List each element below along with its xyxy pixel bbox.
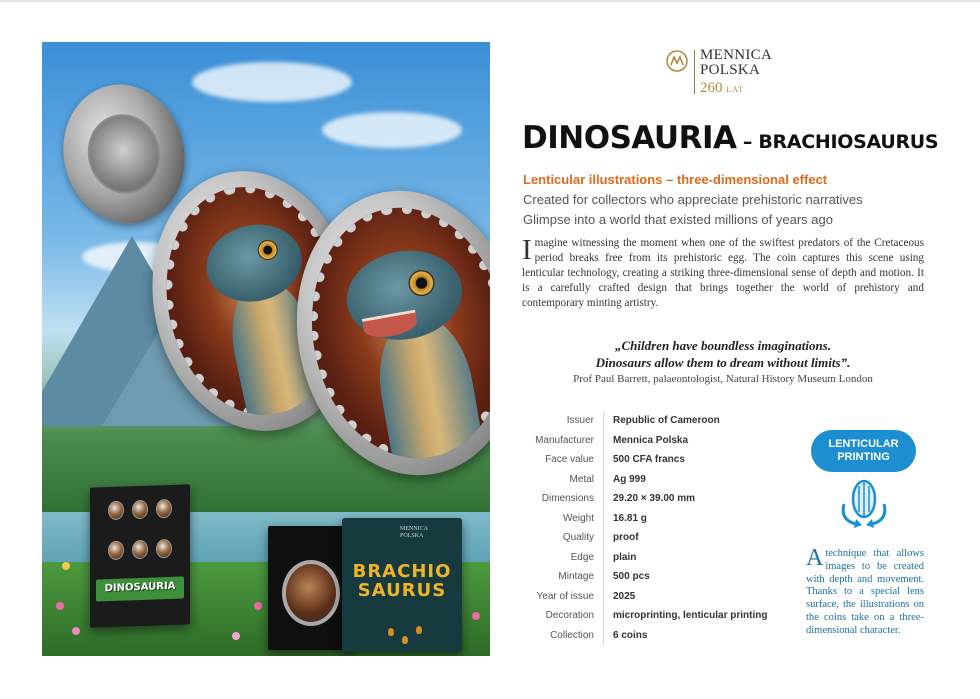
flower — [254, 602, 262, 610]
footprint-icon — [388, 628, 394, 636]
spec-value: Mennica Polska — [613, 434, 689, 446]
tagline-1: Created for collectors who appreciate prehistoric narratives — [523, 192, 863, 207]
spec-value: 500 CFA francs — [613, 454, 685, 465]
spec-value: microprinting, lenticular printing — [613, 610, 768, 621]
flower — [472, 612, 480, 620]
accent-line: Lenticular illustrations – three-dimensional effect — [523, 172, 828, 187]
spec-row — [520, 549, 810, 569]
spec-row — [520, 412, 810, 432]
lenticular-note — [806, 545, 924, 638]
spec-label: Face value — [545, 454, 594, 465]
spec-value: 500 pcs — [613, 571, 650, 582]
spec-label: Edge — [570, 551, 594, 563]
spec-value: 6 coins — [613, 629, 648, 641]
coin-reverse-emblem — [79, 106, 168, 201]
spec-value: Ag 999 — [613, 473, 646, 485]
packaging-logo-line2: POLSKA — [400, 533, 424, 539]
spec-value: 29.20 × 39.00 mm — [613, 493, 696, 504]
packaging-title-line2: SAURUS — [357, 580, 447, 601]
lenticular-badge — [811, 430, 916, 472]
spec-label: Weight — [563, 512, 594, 524]
spec-row — [520, 588, 810, 608]
title-sub: BRACHIOSAURUS — [758, 131, 939, 153]
spec-row — [520, 568, 810, 588]
spec-row — [520, 490, 810, 510]
spec-label: Metal — [569, 473, 594, 485]
page-title — [522, 120, 938, 156]
collection-box — [90, 484, 190, 627]
quote-line2: Dinosaurs allow them to dream without limits”. — [595, 355, 851, 370]
packaging-coin — [282, 560, 340, 626]
quote — [522, 337, 924, 371]
tagline-2: Glimpse into a world that existed millions of years ago — [523, 212, 833, 227]
spec-label: Quality — [562, 532, 594, 543]
flower — [232, 632, 240, 640]
brand-name — [700, 48, 772, 78]
anniversary-unit: LAT — [726, 85, 744, 94]
lenticular-lens-icon — [834, 472, 894, 532]
spec-row — [520, 607, 810, 627]
badge-line2: PRINTING — [837, 451, 890, 463]
flower — [56, 602, 64, 610]
title-main: DINOSAURIA — [522, 120, 737, 156]
logo-divider — [694, 50, 695, 94]
description-dropcap: I — [522, 234, 532, 266]
badge-line1: LENTICULAR — [828, 438, 899, 450]
specs-table — [520, 412, 810, 646]
mini-coin — [156, 499, 172, 519]
cloud — [192, 62, 352, 102]
spec-label: Mintage — [558, 571, 594, 582]
coin-image — [293, 192, 490, 474]
footprint-icon — [416, 626, 422, 634]
mini-coin — [156, 539, 172, 559]
top-divider — [0, 0, 980, 2]
lenticular-note-text: technique that allows images to be created with depth and movement. Thanks to a special lens surface, the illustrations on the coins take on a three-dimensional character. — [806, 548, 924, 636]
spec-row — [520, 510, 810, 530]
spec-label: Collection — [550, 629, 594, 641]
spec-label: Issuer — [566, 415, 594, 426]
mini-coin — [108, 501, 124, 521]
spec-row — [520, 627, 810, 647]
footprint-icon — [402, 636, 408, 644]
spec-value: 16.81 g — [613, 512, 647, 524]
mini-coin — [108, 541, 124, 561]
spec-value: 2025 — [613, 590, 636, 602]
brand-name-line1: MENNICA — [700, 47, 773, 63]
anniversary-number: 260 — [700, 80, 723, 96]
spec-row — [520, 529, 810, 549]
spec-label: Year of issue — [536, 590, 594, 602]
packaging-logo-line1: MENNICA — [400, 526, 428, 532]
cloud — [322, 112, 462, 148]
spec-label: Dimensions — [541, 493, 594, 504]
flower — [72, 627, 80, 635]
packaging-card — [342, 518, 462, 652]
packaging-title — [352, 562, 452, 600]
quote-line1: „Children have boundless imaginations. — [615, 338, 831, 353]
quote-author: Prof Paul Barrett, palaeontologist, Natural History Museum London — [573, 373, 873, 385]
spec-label: Decoration — [545, 610, 594, 621]
packaging-title-line1: BRACHIO — [352, 561, 452, 582]
mini-coin — [132, 540, 148, 560]
lenticular-note-dropcap: A — [806, 545, 824, 571]
mini-coin — [132, 500, 148, 520]
description-text: magine witnessing the moment when one of the swiftest predators of the Cretaceous period breaks free from its prehistoric egg. The coin captures this scene using lenticular technology, creating a striking three-dimensional sense of depth and motion. It is a carefully crafted design that brings together the world of prehistory and contemporary minting artistry. — [522, 237, 924, 310]
spec-label: Manufacturer — [535, 434, 594, 446]
brand-anniversary — [700, 80, 744, 97]
spec-row — [520, 471, 810, 491]
spec-row — [520, 432, 810, 452]
packaging-logo — [400, 526, 428, 540]
brand-name-line2: POLSKA — [700, 62, 761, 78]
title-separator: – — [736, 131, 759, 153]
mennica-emblem-icon — [666, 50, 688, 72]
spec-value: plain — [613, 551, 637, 563]
spec-row — [520, 451, 810, 471]
box-label: DINOSAURIA — [104, 580, 176, 595]
description — [522, 236, 924, 311]
product-photo — [42, 42, 490, 656]
spec-value: proof — [613, 532, 639, 543]
flower — [62, 562, 70, 570]
spec-value: Republic of Cameroon — [613, 415, 720, 426]
